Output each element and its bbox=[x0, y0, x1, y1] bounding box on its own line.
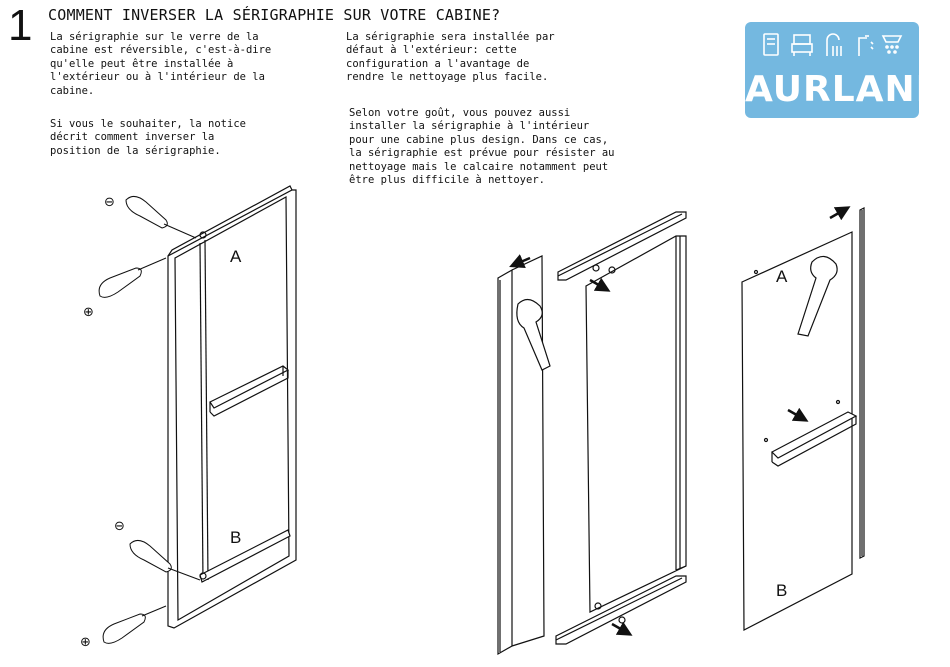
glass-label-b-left: B bbox=[230, 528, 242, 547]
glass-label-a-right: A bbox=[776, 267, 788, 286]
glass-panel-diagram bbox=[742, 208, 864, 630]
screwdriver-icon bbox=[126, 196, 196, 238]
glass-label-a-left: A bbox=[230, 247, 242, 266]
minus-symbol-bottom: ⊖ bbox=[114, 519, 125, 534]
default-config-paragraph: La sérigraphie sera installée par défaut à l'extérieur: cette configuration a l'avantage de rendre le nettoyage plus facile. bbox=[346, 31, 555, 84]
inside-config-paragraph: Selon votre goût, vous pouvez aussi installer la sérigraphie à l'intérieur pour une cabine plus design. Dans ce cas, la sérigraphie est prévue pour résister au nettoyage mais le calcaire notamment peut être plus difficile à nettoyer. bbox=[349, 107, 615, 187]
plus-symbol-bottom: ⊕ bbox=[80, 635, 91, 650]
screwdriver-icon bbox=[99, 258, 166, 297]
glass-label-b-right: B bbox=[776, 581, 788, 600]
brand-name: AURLANE bbox=[745, 69, 942, 110]
page-title: COMMENT INVERSER LA SÉRIGRAPHIE SUR VOTRE CABINE? bbox=[48, 6, 501, 24]
exploded-frame-diagram bbox=[498, 212, 686, 654]
intro-paragraph: La sérigraphie sur le verre de la cabine est réversible, c'est-à-dire qu'elle peut être installée à l'extérieur ou à l'intérieur de la cabine. bbox=[50, 31, 272, 97]
step-number: 1 bbox=[8, 1, 33, 50]
notice-paragraph: Si vous le souhaiter, la notice décrit comment inverser la position de la sérigraphie. bbox=[50, 118, 246, 157]
plus-symbol-top: ⊕ bbox=[83, 305, 94, 320]
minus-symbol-top: ⊖ bbox=[104, 195, 115, 210]
screwdriver-icon bbox=[103, 606, 166, 643]
